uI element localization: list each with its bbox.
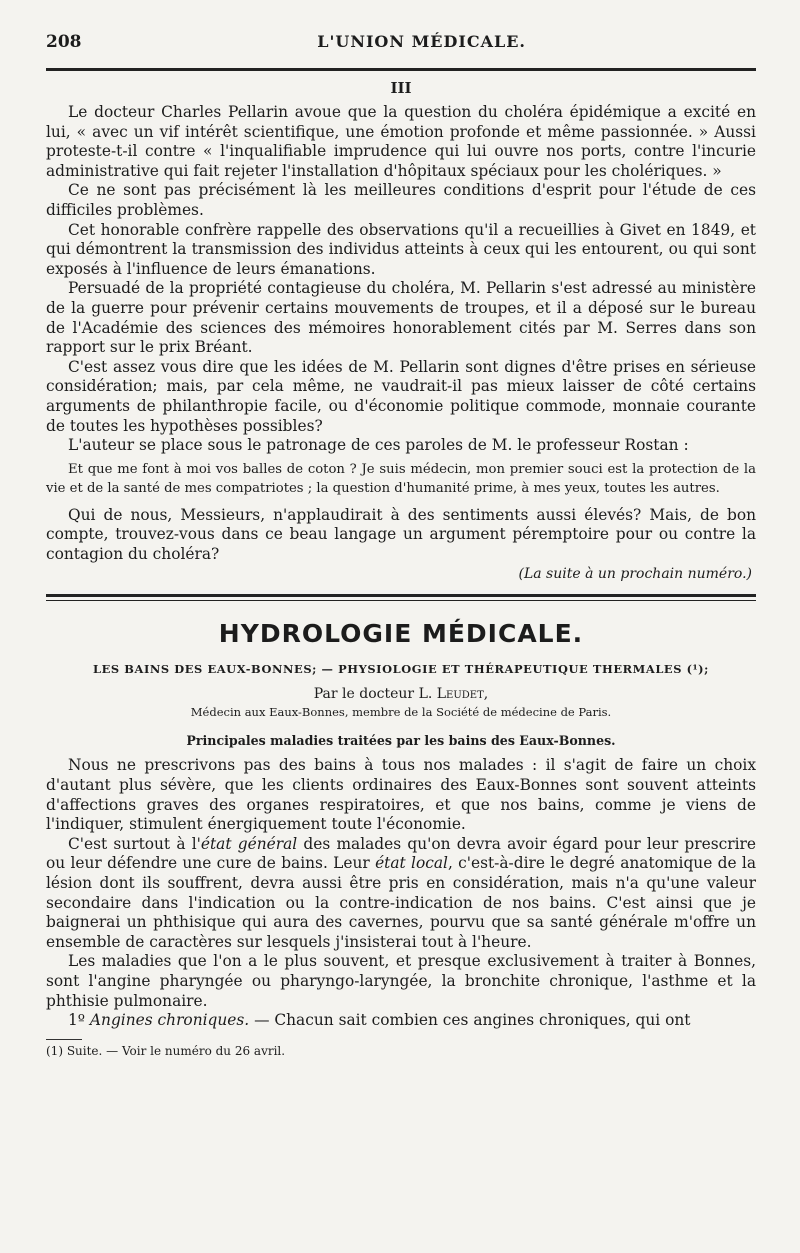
- paragraph: Qui de nous, Messieurs, n'applaudirait à des sentiments aussi élevés? Mais, de bon compte, trouvez-vous dans ce beau langage un argument péremptoire pour ou contre la contagion du choléra?: [46, 505, 756, 563]
- footnote: (1) Suite. — Voir le numéro du 26 avril.: [46, 1043, 286, 1058]
- paragraph: Ce ne sont pas précisément là les meilleures conditions d'esprit pour l'étude de ces difficiles problèmes.: [46, 181, 756, 219]
- section-number: III: [390, 79, 412, 97]
- article-title: HYDROLOGIE MÉDICALE.: [218, 619, 584, 649]
- header-rule: [46, 68, 756, 71]
- author-affiliation: Médecin aux Eaux-Bonnes, membre de la Société de médecine de Paris.: [190, 705, 612, 720]
- emphasis: état local: [375, 854, 448, 873]
- text-run: , c'est-à-dire le degré anatomique de la lésion dont ils souffrent, devra aussi être pris en considération, mais n'a qu'une valeur secondaire dans l'indication ou la contre-indication de nos bains. C'est ainsi que je baignerai un phthisique qui aura des cavernes, pourvu que sa santé générale m'offre un ensemble de caractères sur lesquels j'insisterai tout à l'heure.: [46, 854, 756, 951]
- paragraph: Le docteur Charles Pellarin avoue que la question du choléra épidémique a excité en lui, « avec un vif intérêt scientifique, une émotion profonde et même passionnée. » Aussi proteste-t-il contre « l'inqualifiable imprudence qui lui ouvre nos ports, contre l'incurie administrative qui fait rejeter l'installation d'hôpitaux spéciaux pour les cholériques. »: [46, 103, 756, 180]
- paragraph: Cet honorable confrère rappelle des observations qu'il a recueillies à Givet en 1849, et qui démontrent la transmission des individus atteints à ceux qui les entourent, ou qui sont exposés à l'influence de leurs émanations.: [46, 220, 756, 278]
- paragraph: C'est assez vous dire que les idées de M. Pellarin sont dignes d'être prises en sérieuse considération; mais, par cela même, ne vaudrait-il pas mieux laisser de côté certains arguments de philanthropie facile, ou d'économie politique commode, monnaie courante de toutes les hypothèses possibles?: [46, 357, 756, 435]
- running-title: L'UNION MÉDICALE.: [317, 32, 526, 51]
- byline: [46, 686, 756, 702]
- paragraph: Nous ne prescrivons pas des bains à tous nos malades : il s'agit de faire un choix d'autant plus sévère, que les clients ordinaires des Eaux-Bonnes sont souvent atteints d'affections graves des organes respiratoires, et que nos bains, comme je viens de l'indiquer, stimulent énergiquement toute l'économie.: [46, 756, 756, 834]
- section-heading: Principales maladies traitées par les bains des Eaux-Bonnes.: [186, 733, 616, 749]
- continued-note: (La suite à un prochain numéro.): [518, 566, 752, 583]
- footnote-rule: [46, 1039, 82, 1040]
- paragraph: Les maladies que l'on a le plus souvent, et presque exclusivement à traiter à Bonnes, sont l'angine pharyngée ou pharyngo-laryngée, la bronchite chronique, l'asthme et la phthisie pulmonaire.: [46, 952, 756, 1010]
- article-subtitle: LES BAINS DES EAUX-BONNES; — PHYSIOLOGIE ET THÉRAPEUTIQUE THERMALES (¹);: [93, 662, 709, 677]
- emphasis: Angines chroniques.: [89, 1011, 250, 1030]
- paragraph: [46, 835, 756, 953]
- block-quote: Et que me font à moi vos balles de coton ? Je suis médecin, mon premier souci est la protection de la vie et de la santé de mes compatriotes ; la question d'humanité prime, à mes yeux, toutes les autres.: [46, 461, 756, 496]
- byline-prefix: Par le docteur: [313, 686, 419, 703]
- section-divider: [46, 594, 756, 601]
- page-header: [46, 0, 756, 62]
- page-number: 208: [46, 32, 82, 52]
- paragraph: L'auteur se place sous le patronage de ces paroles de M. le professeur Rostan :: [68, 436, 689, 455]
- paragraph: Persuadé de la propriété contagieuse du choléra, M. Pellarin s'est adressé au ministère de la guerre pour prévenir certains mouvements de troupes, et il a déposé sur le bureau de l'Académie des sciences des mémoires honorablement cités par M. Serres dans son rapport sur le prix Bréant.: [46, 279, 756, 357]
- paragraph: [46, 1011, 756, 1031]
- list-number: 1º: [68, 1011, 90, 1030]
- text-run: — Chacun sait combien ces angines chroniques, qui ont: [249, 1011, 691, 1030]
- text-run: C'est surtout à l': [68, 834, 201, 853]
- author-name: L. Leudet,: [418, 686, 489, 703]
- text-run: des malades qu'on devra avoir égard pour leur prescrire ou leur défendre une cure de bains. Leur: [46, 834, 757, 873]
- emphasis: état général: [200, 834, 298, 853]
